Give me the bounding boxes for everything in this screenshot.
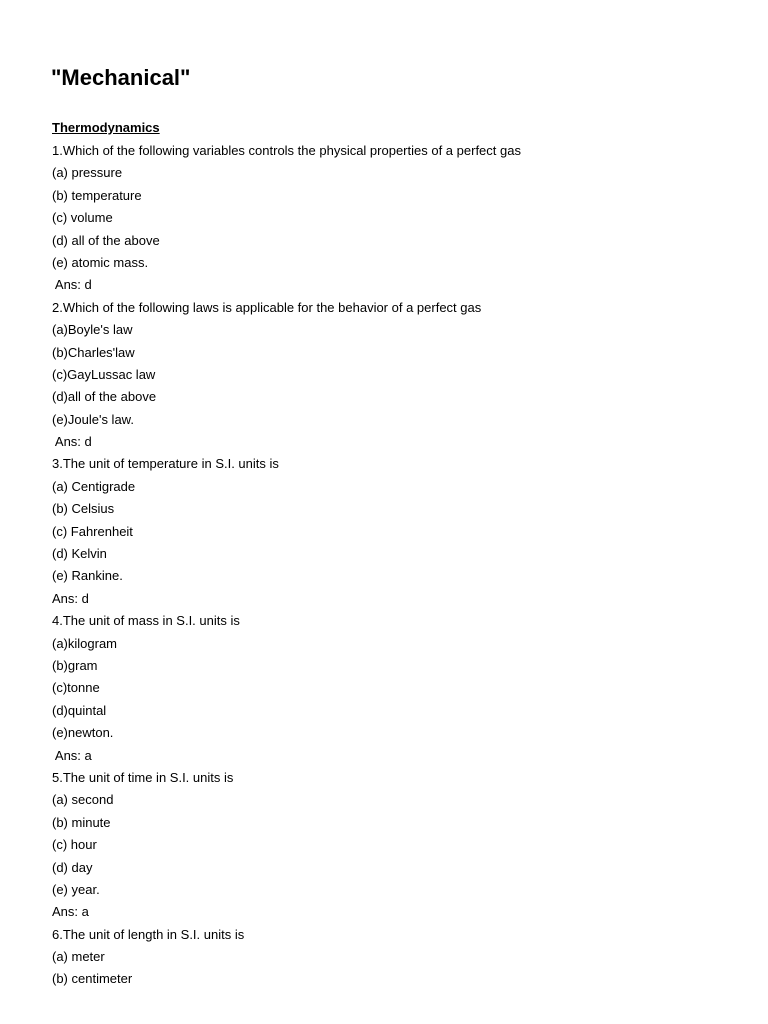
option-line: (b) centimeter <box>52 971 133 987</box>
document-title: "Mechanical" <box>51 65 191 90</box>
option-line: (b) temperature <box>52 187 142 203</box>
option-line: (a) second <box>52 792 114 808</box>
option-line: (d) day <box>52 859 93 875</box>
option-line: (a)Boyle's law <box>52 322 133 338</box>
option-line: (e)newton. <box>52 725 114 741</box>
option-line: (b) minute <box>52 814 111 830</box>
option-line: (c) volume <box>52 210 113 226</box>
question-line: 1.Which of the following variables controls the physical properties of a perfect gas <box>52 143 521 158</box>
option-line: (c) hour <box>52 837 97 853</box>
option-line: (d)all of the above <box>52 389 157 405</box>
question-line: 2.Which of the following laws is applicable for the behavior of a perfect gas <box>52 299 482 315</box>
answer-line: Ans: d <box>52 590 89 606</box>
answer-line: Ans: a <box>52 904 89 920</box>
option-line: (e) Rankine. <box>52 568 123 584</box>
question-list <box>52 141 521 992</box>
option-line: (b) Celsius <box>52 501 115 517</box>
option-line: (d) all of the above <box>52 232 160 248</box>
option-line: (a) meter <box>52 949 105 965</box>
option-line: (a)kilogram <box>52 635 118 651</box>
option-line: (d)quintal <box>52 702 107 718</box>
option-line: (a) pressure <box>52 165 123 181</box>
option-line: (c) Fahrenheit <box>52 523 133 539</box>
question-line: 4.The unit of mass in S.I. units is <box>52 613 240 629</box>
question-line: 3.The unit of temperature in S.I. units is <box>52 456 279 472</box>
option-line: (e)Joule's law. <box>52 411 134 427</box>
option-line: (c)GayLussac law <box>52 366 156 382</box>
question-line: 5.The unit of time in S.I. units is <box>52 769 234 785</box>
option-line: (e) year. <box>52 881 100 897</box>
question-line: 6.The unit of length in S.I. units is <box>52 926 245 942</box>
answer-line: Ans: d <box>52 434 92 450</box>
option-line: (b)gram <box>52 657 98 673</box>
section-heading: Thermodynamics <box>52 120 160 135</box>
option-line: (a) Centigrade <box>52 478 136 494</box>
option-line: (e) atomic mass. <box>52 254 149 270</box>
answer-line: Ans: d <box>52 277 92 293</box>
option-line: (d) Kelvin <box>52 546 107 562</box>
option-line: (c)tonne <box>52 680 100 696</box>
option-line: (b)Charles'law <box>52 344 135 360</box>
answer-line: Ans: a <box>52 747 92 763</box>
